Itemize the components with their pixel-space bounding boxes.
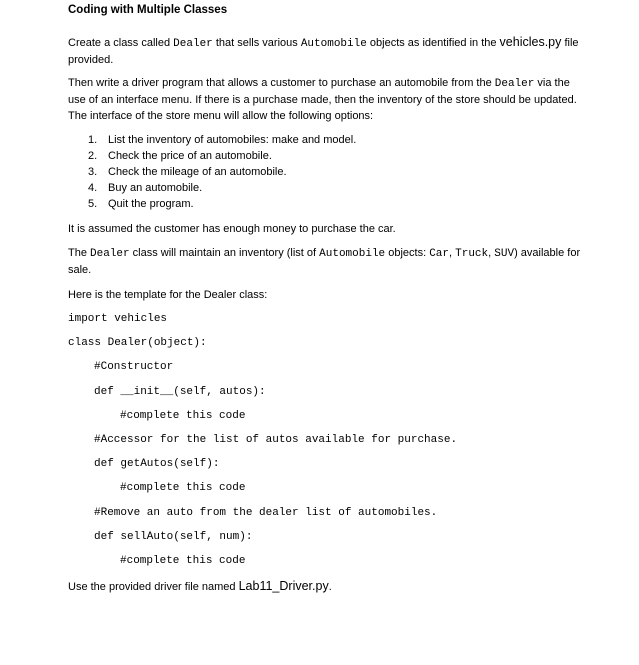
list-item [88, 180, 356, 196]
code-line: #Remove an auto from the dealer list of automobiles. [94, 507, 438, 519]
code-line: import vehicles [68, 313, 168, 325]
text-run: that sells various [212, 37, 301, 49]
code-line: #Constructor [94, 361, 174, 373]
text-run: objects: [385, 247, 430, 259]
list-text: Quit the program. [108, 198, 194, 210]
code-line: class Dealer(object): [68, 337, 207, 349]
footer-paragraph [68, 578, 588, 595]
code-line: #complete this code [120, 555, 246, 567]
text-run: ) available for sale. [68, 247, 581, 276]
list-item [88, 164, 356, 180]
code-line: #complete this code [120, 410, 246, 422]
text-run: objects as identified in the [366, 37, 500, 49]
intro-paragraph [68, 34, 588, 68]
menu-options-list [88, 132, 356, 212]
template-intro: Here is the template for the Dealer class: [68, 289, 268, 301]
code-line: #complete this code [120, 482, 246, 494]
list-item [88, 196, 356, 212]
code-line: def getAutos(self): [94, 458, 220, 470]
list-text: Check the mileage of an automobile. [108, 166, 287, 178]
code-term: SUV [494, 248, 515, 260]
code-line: def sellAuto(self, num): [94, 531, 253, 543]
list-text: List the inventory of automobiles: make and model. [108, 134, 357, 146]
text-run: Then write a driver program that allows a customer to purchase an automobile from the [68, 77, 495, 89]
file-name: vehicles.py [499, 35, 562, 49]
text-run: class will maintain an inventory (list of [129, 247, 320, 259]
code-term: Dealer [173, 38, 213, 50]
text-run: file provided. [68, 37, 579, 66]
code-term: Car [429, 248, 449, 260]
text-run: , [488, 247, 495, 259]
text-run: . [328, 581, 332, 593]
code-term: Dealer [494, 78, 535, 90]
code-term: Automobile [300, 38, 367, 50]
list-text: Check the price of an automobile. [108, 150, 272, 162]
code-term: Automobile [319, 248, 386, 260]
list-text: Buy an automobile. [108, 182, 203, 194]
assumption-paragraph: It is assumed the customer has enough money to purchase the car. [68, 223, 396, 235]
list-number: 5. [88, 198, 98, 210]
list-number: 2. [88, 150, 98, 162]
list-item [88, 132, 356, 148]
driver-paragraph [68, 75, 588, 124]
list-item [88, 148, 356, 164]
inventory-paragraph [68, 245, 588, 278]
code-term: Truck [455, 248, 489, 260]
file-name: Lab11_Driver.py [238, 579, 329, 593]
text-run: The [68, 247, 91, 259]
text-run: Create a class called [68, 37, 174, 49]
document-title: Coding with Multiple Classes [68, 4, 228, 16]
text-run: , [449, 247, 456, 259]
code-line: def __init__(self, autos): [94, 386, 266, 398]
list-number: 4. [88, 182, 98, 194]
code-term: Dealer [90, 248, 130, 260]
list-number: 3. [88, 166, 98, 178]
text-run: Use the provided driver file named [68, 581, 239, 593]
code-line: #Accessor for the list of autos available for purchase. [94, 434, 458, 446]
text-run: via the use of an interface menu. If there is a purchase made, then the inventory of the store should be updated. The interface of the store menu will allow the following options: [68, 77, 577, 122]
list-number: 1. [88, 134, 98, 146]
